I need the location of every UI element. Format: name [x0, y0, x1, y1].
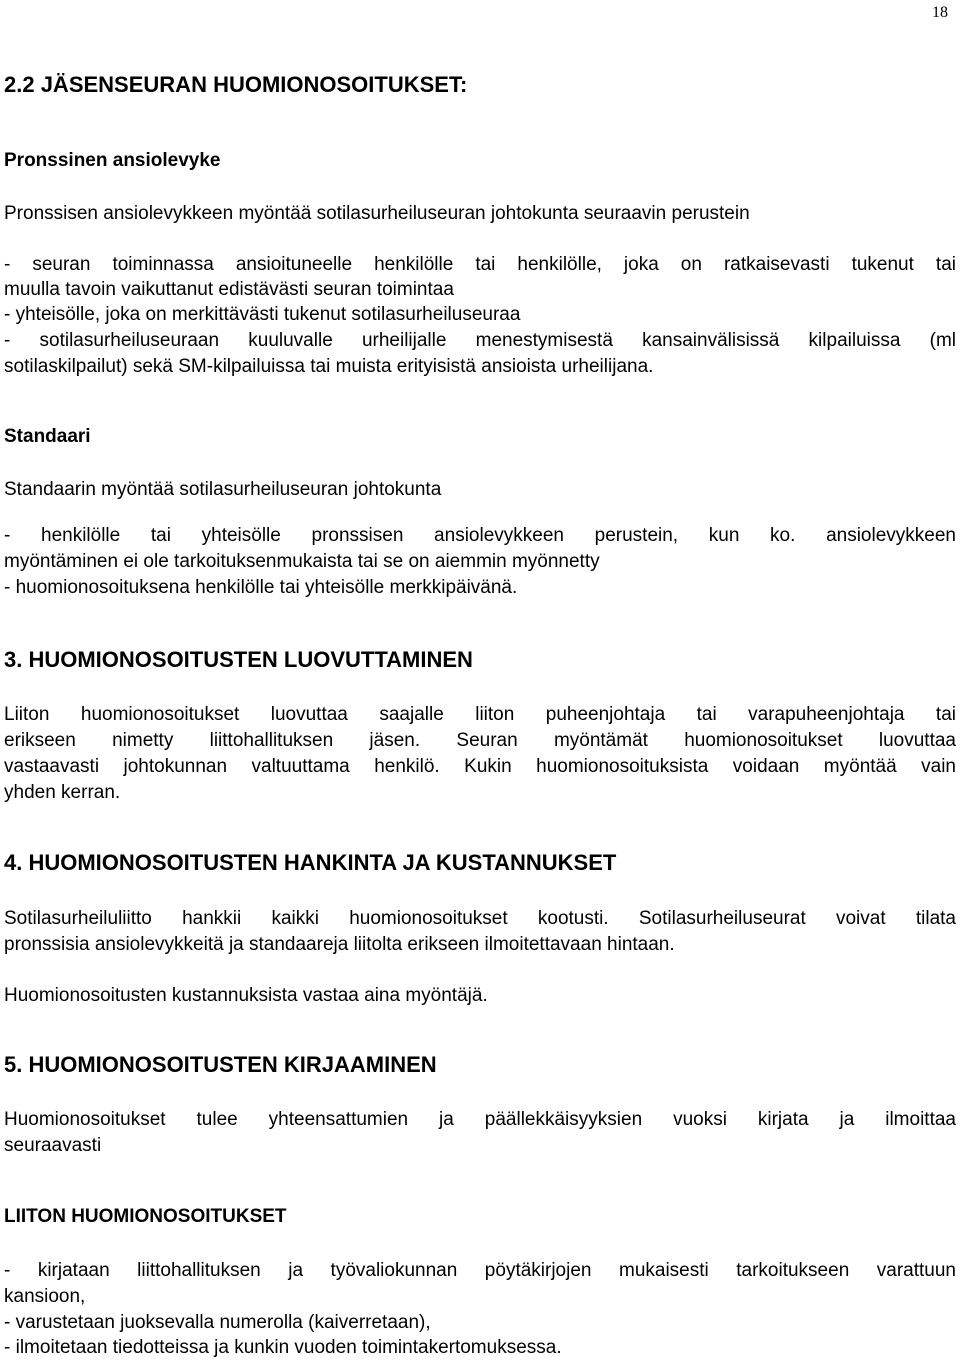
section-4-line: Sotilasurheiluliitto hankkii kaikki huomionosoitukset kootusti. Sotilasurheiluseurat voivat tilata: [4, 908, 956, 929]
section-4-heading: 4. HUOMIONOSOITUSTEN HANKINTA JA KUSTANNUKSET: [4, 850, 617, 875]
section-3-heading: 3. HUOMIONOSOITUSTEN LUOVUTTAMINEN: [4, 647, 473, 672]
section-3-line: yhden kerran.: [4, 782, 121, 803]
section-5-heading: 5. HUOMIONOSOITUSTEN KIRJAAMINEN: [4, 1052, 437, 1077]
section-4-cost: Huomionosoitusten kustannuksista vastaa aina myöntäjä.: [4, 985, 488, 1006]
pronssi-line: sotilaskilpailut) sekä SM-kilpailuissa tai muista erityisistä ansioista urheilijana.: [4, 356, 654, 377]
section-5-line: Huomionosoitukset tulee yhteensattumien ja päällekkäisyyksien vuoksi kirjata ja ilmoittaa: [4, 1109, 956, 1130]
standaari-heading: Standaari: [4, 426, 91, 447]
pronssi-heading: Pronssinen ansiolevyke: [4, 150, 221, 171]
liiton-line: - ilmoitetaan tiedotteissa ja kunkin vuoden toimintakertomuksessa.: [4, 1337, 562, 1358]
pronssi-line: - seuran toiminnassa ansioituneelle henkilölle tai henkilölle, joka on ratkaisevasti tukenut tai: [4, 254, 956, 275]
section-5-line: seuraavasti: [4, 1135, 102, 1156]
section-3-line: vastaavasti johtokunnan valtuuttama henkilö. Kukin huomionosoituksista voidaan myöntää vain: [4, 756, 956, 777]
liiton-line: - varustetaan juoksevalla numerolla (kaiverretaan),: [4, 1312, 431, 1333]
liiton-heading: LIITON HUOMIONOSOITUKSET: [4, 1206, 287, 1227]
standaari-line: - huomionosoituksena henkilölle tai yhteisölle merkkipäivänä.: [4, 577, 518, 598]
section-3-line: erikseen nimetty liittohallituksen jäsen. Seuran myöntämät huomionosoitukset luovuttaa: [4, 730, 956, 751]
section-4-line: pronssisia ansiolevykkeitä ja standaareja liitolta erikseen ilmoitettavaan hintaan.: [4, 934, 675, 955]
standaari-line: myöntäminen ei ole tarkoituksenmukaista tai se on aiemmin myönnetty: [4, 551, 600, 572]
section-3-line: Liiton huomionosoitukset luovuttaa saajalle liiton puheenjohtaja tai varapuheenjohtaja tai: [4, 704, 956, 725]
pronssi-line: - yhteisölle, joka on merkittävästi tukenut sotilasurheiluseuraa: [4, 304, 521, 325]
pronssi-line: - sotilasurheiluseuraan kuuluvalle urheilijalle menestymisestä kansainvälisissä kilpailuissa (ml: [4, 330, 956, 351]
pronssi-line: muulla tavoin vaikuttanut edistävästi seuran toimintaa: [4, 279, 454, 300]
liiton-line: - kirjataan liittohallituksen ja työvaliokunnan pöytäkirjojen mukaisesti tarkoitukseen varattuun: [4, 1260, 956, 1281]
standaari-intro: Standaarin myöntää sotilasurheiluseuran johtokunta: [4, 479, 442, 500]
liiton-line: kansioon,: [4, 1286, 86, 1307]
standaari-line: - henkilölle tai yhteisölle pronssisen ansiolevykkeen perustein, kun ko. ansiolevykkeen: [4, 525, 956, 546]
page-number: 18: [932, 4, 948, 21]
section-2-2-heading: 2.2 JÄSENSEURAN HUOMIONOSOITUKSET:: [4, 72, 468, 97]
pronssi-intro: Pronssisen ansiolevykkeen myöntää sotilasurheiluseuran johtokunta seuraavin perustein: [4, 203, 750, 224]
